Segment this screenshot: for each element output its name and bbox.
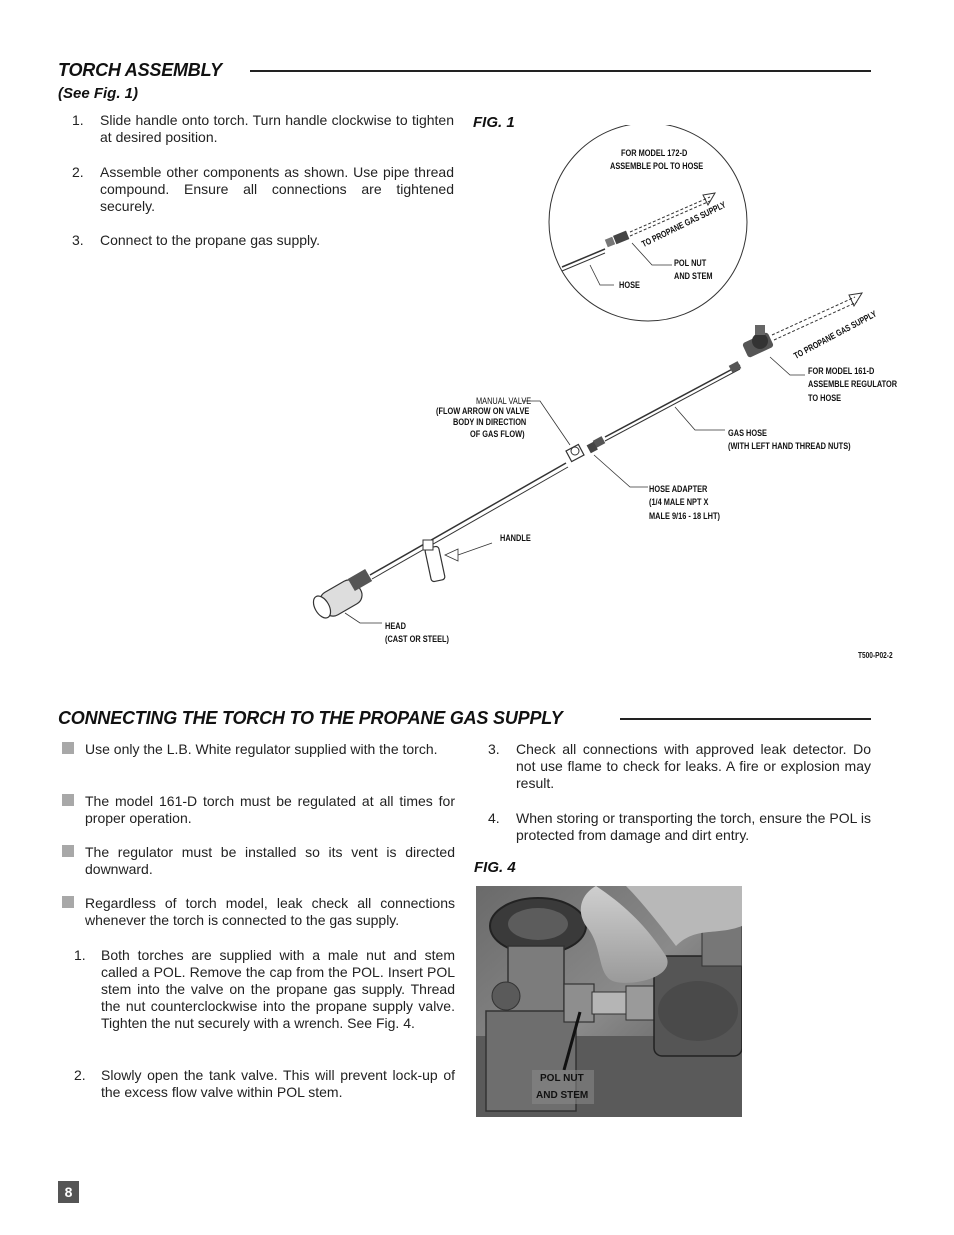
bullet-marker-3 bbox=[62, 845, 74, 857]
bullet-marker-4 bbox=[62, 896, 74, 908]
fig4-photo-label-line1: POL NUT bbox=[540, 1073, 584, 1084]
bullet-text-2: The model 161-D torch must be regulated at all times for proper operation. bbox=[85, 793, 455, 826]
bullet-marker-2 bbox=[62, 794, 74, 806]
regulator-label-line1: FOR MODEL 161-D bbox=[808, 366, 875, 376]
connect-step-number-2: 2. bbox=[74, 1067, 86, 1083]
pol-label-line2: AND STEM bbox=[674, 271, 713, 281]
step-number-3: 3. bbox=[72, 232, 84, 248]
step-number-2: 2. bbox=[72, 164, 84, 180]
valve-label-line4: OF GAS FLOW) bbox=[470, 429, 525, 439]
connect-step-number-4: 4. bbox=[488, 810, 500, 826]
manual-valve bbox=[566, 444, 584, 461]
fig4-photo bbox=[476, 886, 742, 1117]
valve-label-line3: BODY IN DIRECTION bbox=[453, 417, 527, 427]
step-text-2: Assemble other components as shown. Use pipe thread compound. Ensure all connections are tightened securely. bbox=[100, 164, 454, 214]
connect-step-text-4: When storing or transporting the torch, ensure the POL is protected from damage and dirt entry. bbox=[516, 810, 871, 843]
adapter-label-line3: MALE 9/16 - 18 LHT) bbox=[649, 511, 720, 521]
inset-supply-label: TO PROPANE GAS SUPPLY bbox=[640, 199, 728, 249]
step-number-1: 1. bbox=[72, 112, 84, 128]
handle-label: HANDLE bbox=[500, 533, 531, 543]
page-number: 8 bbox=[58, 1181, 79, 1203]
hose-label: HOSE bbox=[619, 280, 640, 290]
connect-step-text-1: Both torches are supplied with a male nut and stem called a POL. Remove the cap from the POL. Insert POL stem into the valve on the propane gas supply. Thread the nut counterclockwise into the propane supply valve. Tighten the nut securely with a wrench. See Fig. 4. bbox=[101, 947, 455, 1031]
regulator-label-line3: TO HOSE bbox=[808, 393, 842, 403]
figure-code: T500-P02-2 bbox=[858, 651, 893, 660]
section-rule-torch-assembly bbox=[250, 70, 871, 72]
adapter-label-line2: (1/4 MALE NPT X bbox=[649, 497, 709, 507]
valve-label-line2: (FLOW ARROW ON VALVE bbox=[436, 406, 530, 416]
fig4-label: FIG. 4 bbox=[474, 859, 516, 876]
regulator bbox=[742, 325, 774, 358]
head-leader bbox=[345, 613, 382, 623]
head-label-line2: (CAST OR STEEL) bbox=[385, 634, 449, 644]
fig1-label: FIG. 1 bbox=[473, 114, 515, 131]
gas-hose-line bbox=[605, 365, 740, 437]
adapter-leader bbox=[594, 455, 648, 487]
gashose-label-line1: GAS HOSE bbox=[728, 428, 767, 438]
pol-label-line1: POL NUT bbox=[674, 258, 707, 268]
bullet-marker-1 bbox=[62, 742, 74, 754]
bullet-text-3: The regulator must be installed so its vent is directed downward. bbox=[85, 844, 455, 877]
adapter-label-line1: HOSE ADAPTER bbox=[649, 484, 708, 494]
handle-arrow bbox=[445, 549, 458, 561]
gashose-label-line2: (WITH LEFT HAND THREAD NUTS) bbox=[728, 441, 851, 451]
section-title-torch-assembly: TORCH ASSEMBLY bbox=[58, 60, 230, 81]
head-label-line1: HEAD bbox=[385, 621, 406, 631]
regulator-label-line2: ASSEMBLE REGULATOR bbox=[808, 379, 898, 389]
fig4-photo-label-line2: AND STEM bbox=[536, 1090, 589, 1101]
inset-hose-line bbox=[562, 249, 605, 267]
step-text-3: Connect to the propane gas supply. bbox=[100, 232, 321, 248]
inset-pol-fitting bbox=[613, 231, 629, 245]
step-text-1: Slide handle onto torch. Turn handle clockwise to tighten at desired position. bbox=[100, 112, 454, 145]
pol-stem bbox=[592, 992, 628, 1014]
section-rule-connecting bbox=[620, 718, 871, 720]
head-shape bbox=[310, 569, 372, 621]
inset-title-line1: FOR MODEL 172-D bbox=[621, 148, 688, 158]
connect-step-text-3: Check all connections with approved leak detector. Do not use flame to check for leaks. A fire or explosion may result. bbox=[516, 741, 871, 791]
torch-tube bbox=[370, 463, 566, 575]
valve-label-line1: MANUAL VALVE bbox=[476, 396, 532, 406]
connect-step-text-2: Slowly open the tank valve. This will prevent lock-up of the excess flow valve within POL stem. bbox=[101, 1067, 455, 1100]
section-subtitle-see-fig1: (See Fig. 1) bbox=[58, 85, 139, 102]
connect-step-number-3: 3. bbox=[488, 741, 500, 757]
inset-title-line2: ASSEMBLE POL TO HOSE bbox=[610, 161, 704, 171]
bullet-text-4: Regardless of torch model, leak check all connections whenever the torch is connected to the gas supply. bbox=[85, 895, 455, 928]
bullet-text-1: Use only the L.B. White regulator supplied with the torch. bbox=[85, 741, 438, 757]
hose-leader bbox=[590, 265, 614, 285]
connect-step-number-1: 1. bbox=[74, 947, 86, 963]
gas-hose-leader bbox=[675, 407, 725, 430]
handle-shape bbox=[423, 540, 445, 582]
main-supply-label: TO PROPANE GAS SUPPLY bbox=[792, 308, 879, 361]
section-title-connecting: CONNECTING THE TORCH TO THE PROPANE GAS SUPPLY bbox=[58, 708, 571, 729]
